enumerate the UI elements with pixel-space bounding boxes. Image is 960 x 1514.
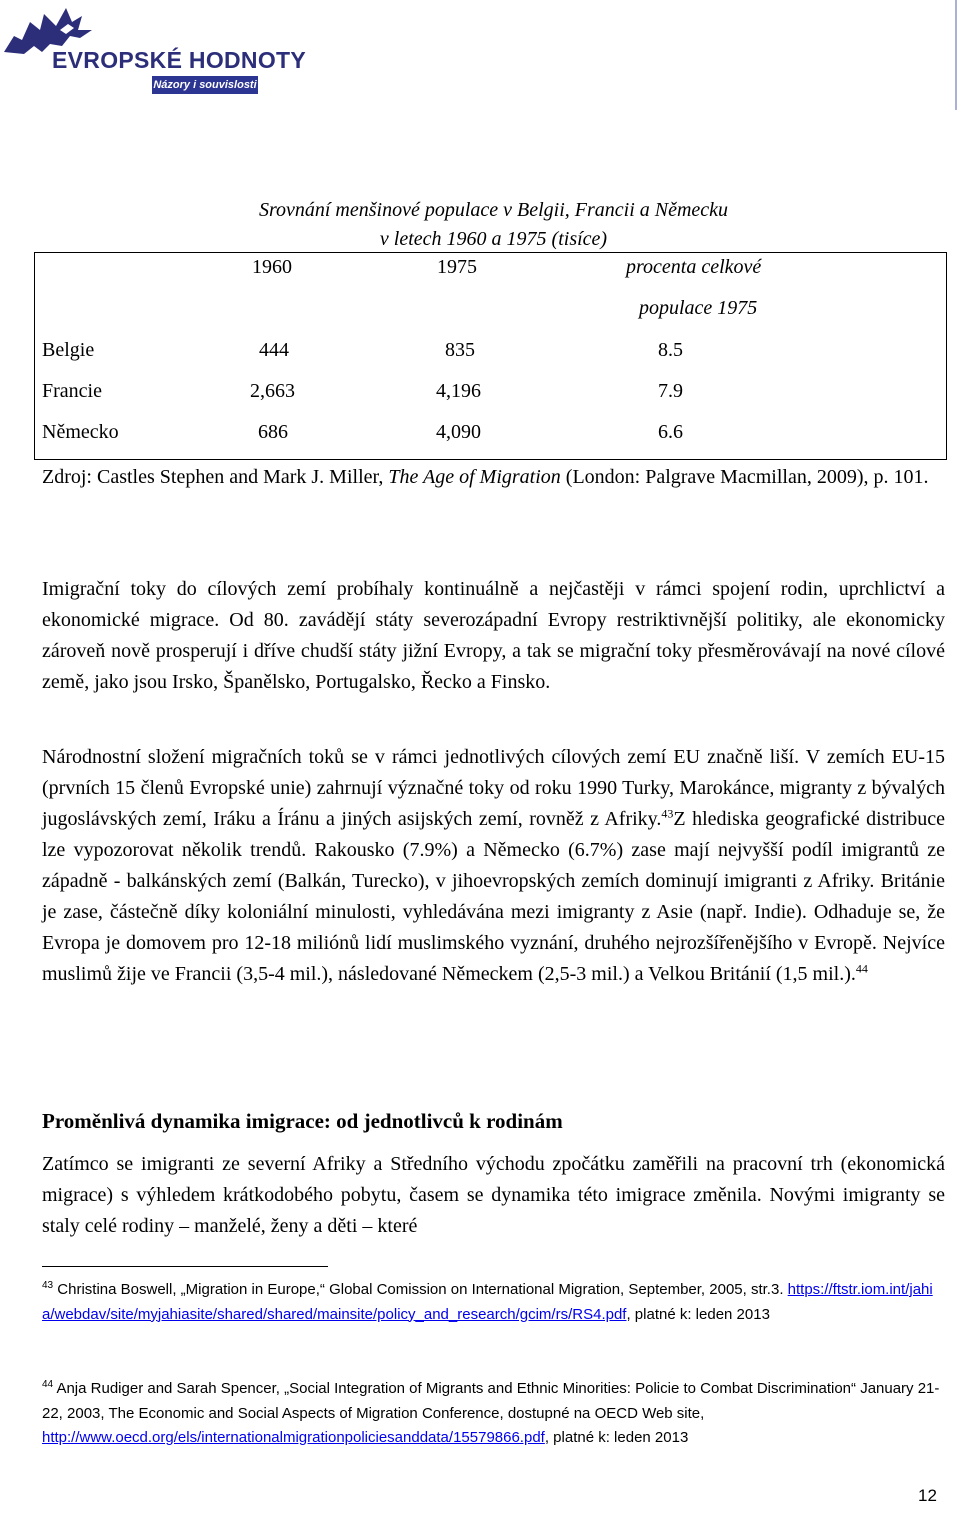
logo-title: EVROPSKÉ HODNOTY: [52, 47, 307, 73]
row-country: Belgie: [42, 339, 95, 361]
column-header-percent-cont: populace 1975: [639, 297, 758, 319]
paragraph-1: Imigrační toky do cílových zemí probíhaly kontinuálně a nejčastěji v rámci spojení rodin, uprchlictví a ekonomické migrace. Od 80. zavádějí státy severozápadní Evropy restriktivnější politiky, ale ekonomicky zároveň nově prosperují i dříve chudší státy jižní Evropy, a tak se migrační toky přesměrovávají na nové cílové země, jako jsou Irsko, Španělsko, Portugalsko, Řecko a Finsko.: [42, 578, 945, 693]
table-frame: [34, 252, 947, 460]
logo-subtitle: Názory i souvislosti: [152, 76, 258, 94]
paragraph-2-text: Národnostní složení migračních toků se v rámci jednotlivých cílových zemí EU značně liší. V zemích EU-15 (prvních 15 členů Evropské unie) zahrnují význačné toky od roku 1990 Turky, Marokánce, migranty z bývalých jugoslávských zemí, Iráku a Íránu a jiných asijských zemí, rovněž z Afriky.: [42, 746, 945, 830]
footnote-number: 44: [42, 1379, 54, 1390]
row-country: Francie: [42, 380, 102, 402]
page-number: 12: [918, 1486, 937, 1505]
table-caption-line-2: v letech 1960 a 1975 (tisíce): [379, 228, 608, 250]
row-1960: 686: [258, 421, 288, 443]
footnote-divider: [42, 1266, 328, 1267]
footnote-text-end: , platné k: leden 2013: [626, 1305, 770, 1323]
footnote-text-end: , platné k: leden 2013: [544, 1429, 689, 1446]
row-percent: 6.6: [658, 421, 683, 443]
footnote-link[interactable]: http://www.oecd.org/els/internationalmigrationpoliciesanddata/15579866.pdf: [42, 1429, 545, 1446]
row-percent: 8.5: [658, 339, 683, 361]
footnote-43: [42, 1278, 945, 1327]
paragraph-2: [42, 742, 945, 990]
paragraph-3: Zatímco se imigranti ze severní Afriky a Středního východu zpočátku zaměřili na pracovní trh (ekonomická migrace) s výhledem krátkodobého pobytu, časem se dynamika této imigrace změnila. Novými imigranty se staly celé rodiny – manželé, ženy a děti – které: [42, 1153, 945, 1237]
footnote-44: [42, 1377, 945, 1451]
paragraph-2-text-cont: Z hlediska geografické distribuce lze vypozorovat několik trendů. Rakousko (7.9%) a Německo (6.7%) zase mají nejvyšší podíl imigrantů ze západně - balkánských zemí (Balkán, Turecko), v jihoevropských zemích dominují imigranti z Afriky. Británie je zase, částečně díky koloniální minulosti, vyhledávána mezi imigranty z Asie (např. Indie). Odhaduje se, že Evropa je domovem pro 12-18 miliónů lidí muslimského vyznání, druhého nejrozšířenějšího v Evropě. Nejvíce muslimů žije ve Francii (3,5-4 mil.), následované Německem (2,5-3 mil.) a Velkou Británií (1,5 mil.).: [42, 808, 945, 985]
footnote-ref-44: 44: [855, 961, 868, 976]
footnote-text: Christina Boswell, „Migration in Europe,“ Global Comission on International Migration, September, 2005, str.3.: [53, 1281, 788, 1298]
table-source: [42, 462, 945, 493]
column-header-percent: procenta celkové: [626, 256, 762, 278]
footnote-ref-43: 43: [661, 806, 674, 821]
row-country: Německo: [42, 421, 119, 443]
header-divider: [955, 0, 957, 110]
source-text-end: (London: Palgrave Macmillan, 2009), p. 101.: [560, 466, 929, 488]
logo: [0, 0, 307, 100]
row-1975: 4,196: [436, 380, 481, 402]
row-1975: 4,090: [436, 421, 481, 443]
section-heading: Proměnlivá dynamika imigrace: od jednotlivců k rodinám: [42, 1109, 563, 1133]
footnote-text: Anja Rudiger and Sarah Spencer, „Social Integration of Migrants and Ethnic Minorities: Policie to Combat Discrimination“ January 21-22, 2003, The Economic and Social Aspects of Migration Conference, dostupné na OECD Web site,: [42, 1380, 940, 1422]
table-caption-line-1: Srovnání menšinové populace v Belgii, Francii a Německu: [258, 199, 729, 221]
row-1960: 444: [259, 339, 289, 361]
footnote-number: 43: [42, 1280, 54, 1291]
row-1960: 2,663: [250, 380, 295, 402]
column-header-1975: 1975: [437, 256, 477, 278]
column-header-1960: 1960: [252, 256, 292, 278]
source-text: Zdroj: Castles Stephen and Mark J. Miller,: [42, 466, 389, 488]
footnote-link[interactable]: https://ftstr.iom.int/jahia/webdav/site/myjahiasite/shared/shared/mainsite/policy_and_research/gcim/rs/RS4.pdf: [42, 1281, 933, 1323]
row-1975: 835: [445, 339, 475, 361]
source-title: The Age of Migration: [388, 466, 561, 488]
row-percent: 7.9: [658, 380, 683, 402]
